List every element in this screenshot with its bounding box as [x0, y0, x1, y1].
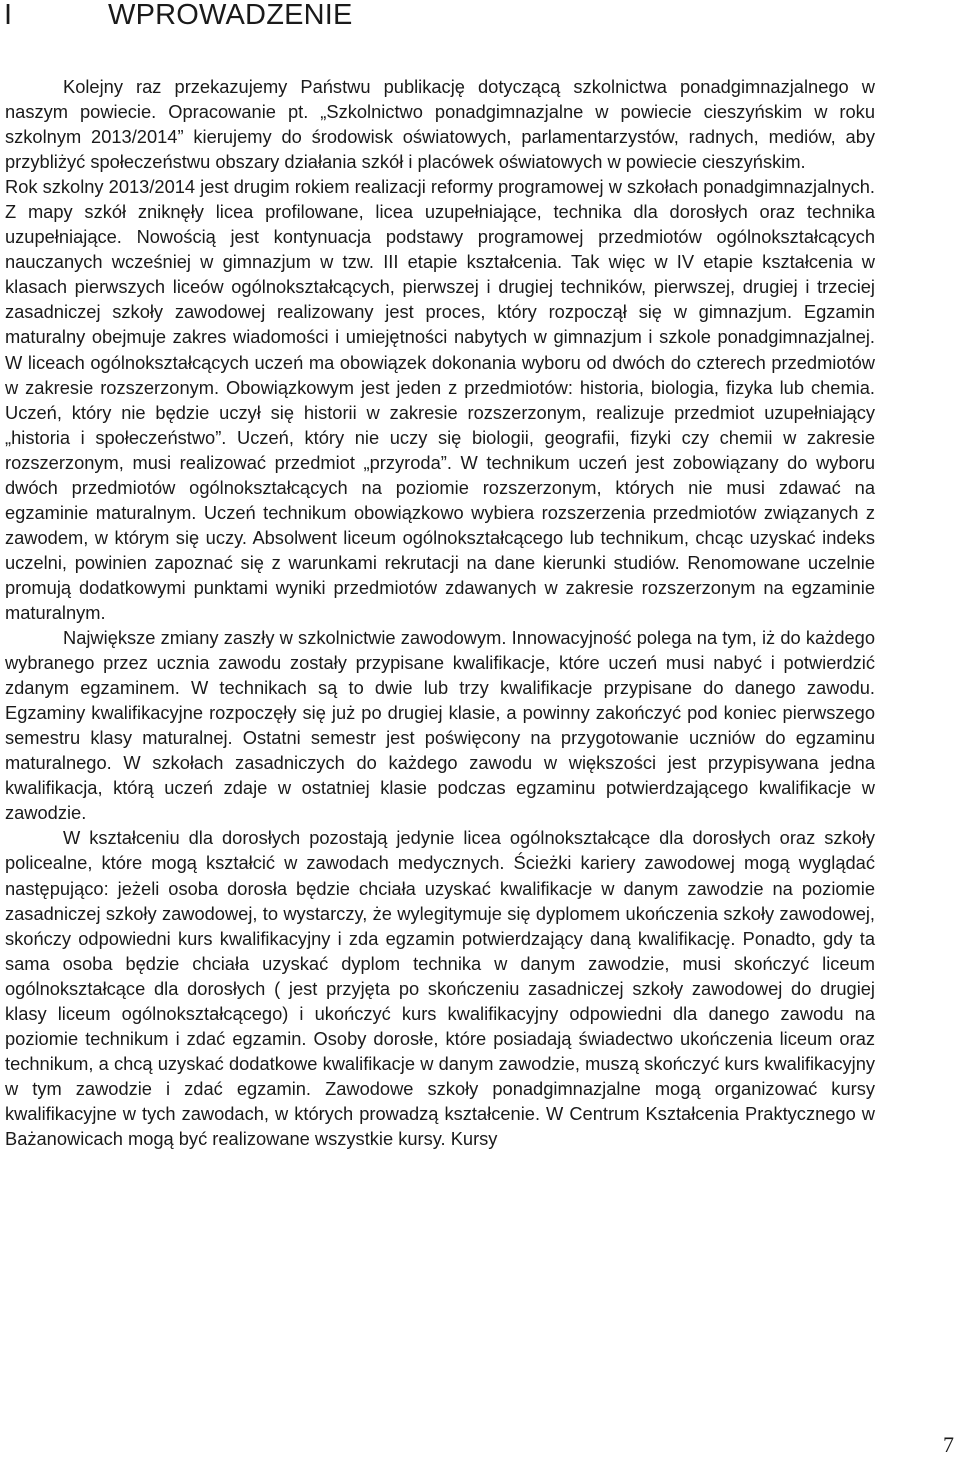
- chapter-number: I: [4, 0, 13, 31]
- chapter-heading: [4, 0, 353, 32]
- page-number: 7: [943, 1432, 954, 1457]
- paragraph-adult-education: W kształceniu dla dorosłych pozostają jedynie licea ogólnokształcące dla dorosłych oraz szkoły policealne, które mogą kształcić w zawodach medycznych. Ścieżki kariery zawodowej mogą wyglądać następująco: jeżeli osoba dorosła będzie chciała uzyskać kwalifikacje w danym zawodzie na poziomie zasadniczej szkoły zawodowej, to wystarczy, że wylegitymuje się dyplomem ukończenia szkoły zawodowej, skończy odpowiedni kurs kwalifikacyjny i zda egzamin potwierdzający daną kwalifikację. Ponadto, gdy ta sama osoba będzie chciała uzyskać dyplom technika w danym zawodzie, musi skończyć liceum ogólnokształcące dla dorosłych ( jest przyjęta po skończeniu zasadniczej szkoły zawodowej do drugiej klasy liceum ogólnokształcącego) i ukończyć kurs kwalifikacyjny odpowiedni dla danego zawodu na poziomie technikum i zdać egzamin. Osoby dorosłe, które posiadają świadectwo ukończenia liceum oraz technikum, a chcą uzyskać dodatkowe kwalifikacje w danym zawodzie, muszą skończyć kurs kwalifikacyjny w tym zawodzie i zdać egzamin. Zawodowe szkoły ponadgimnazjalne mogą organizować kursy kwalifikacyjne w tych zawodach, w których prowadzą kształcenie. W Centrum Kształcenia Praktycznego w Bażanowicach mogą być realizowane wszystkie kursy. Kursy: [5, 827, 875, 1149]
- chapter-title: WPROWADZENIE: [108, 0, 353, 31]
- paragraph-vocational: Największe zmiany zaszły w szkolnictwie zawodowym. Innowacyjność polega na tym, iż do każdego wybranego przez ucznia zawodu zostały przypisane kwalifikacje, które uczeń musi nabyć i potwierdzić zdanym egzaminem. W technikach są to dwie lub trzy kwalifikacje przypisane do danego zawodu. Egzaminy kwalifikacyjne rozpoczęły się już po drugiej klasie, a powinny zakończyć pod koniec pierwszego semestru klasy maturalnej. Ostatni semestr jest poświęcony na przygotowanie uczniów do egzaminu maturalnego. W szkołach zasadniczych do każdego zawodu w większości jest przypisywana jedna kwalifikacja, którą uczeń zdaje w ostatniej klasie podczas egzaminu potwierdzającego kwalifikacje w zawodzie.: [5, 627, 875, 824]
- paragraph-intro: Kolejny raz przekazujemy Państwu publikację dotyczącą szkolnictwa ponadgimnazjalnego w naszym powiecie. Opracowanie pt. „Szkolnictwo ponadgimnazjalne w powiecie cieszyńskim w roku szkolnym 2013/2014” kierujemy do środowisk oświatowych, parlamentarzystów, radnych, mediów, aby przybliżyć społeczeństwu obszary działania szkół i placówek oświatowych w powiecie cieszyńskim.: [5, 76, 875, 173]
- body-text: [5, 74, 875, 1151]
- paragraph-reform: Rok szkolny 2013/2014 jest drugim rokiem realizacji reformy programowej w szkołach ponadgimnazjalnych. Z mapy szkół zniknęły licea profilowane, licea uzupełniające, technika dla dorosłych oraz technika uzupełniające. Nowością jest kontynuacja podstawy programowej przedmiotów ogólnokształcących nauczanych wcześniej w gimnazjum w tzw. III etapie kształcenia. Tak więc w IV etapie kształcenia w klasach pierwszych liceów ogólnokształcących, pierwszej i drugiej techników, pierwszej, drugiej i trzeciej zasadniczej szkoły zawodowej realizowany jest proces, który rozpoczął się w gimnazjum. Egzamin maturalny obejmuje zakres wiadomości i umiejętności nabytych w gimnazjum i szkole ponadgimnazjalnej. W liceach ogólnokształcących uczeń ma obowiązek dokonania wyboru od dwóch do czterech przedmiotów w zakresie rozszerzonym. Obowiązkowym jest jeden z przedmiotów: historia, biologia, fizyka lub chemia. Uczeń, który nie będzie uczył się historii w zakresie rozszerzonym, realizuje przedmiot uzupełniający „historia i społeczeństwo”. Uczeń, który nie uczy się biologii, geografii, fizyki czy chemii w zakresie rozszerzonym, musi realizować przedmiot „przyroda”. W technikum uczeń jest zobowiązany do wyboru dwóch przedmiotów ogólnokształcących na poziomie rozszerzonym, których nie musi zdawać na egzaminie maturalnym. Uczeń technikum obowiązkowo wybiera rozszerzenia przedmiotów związanych z zawodem, w którym się uczy. Absolwent liceum ogólnokształcącego lub technikum, chcąc uzyskać indeks uczelni, powinien zapoznać się z warunkami rekrutacji na dane kierunki studiów. Renomowane uczelnie promują dodatkowymi punktami wyniki przedmiotów zdawanych w zakresie rozszerzonym na egzaminie maturalnym.: [5, 176, 875, 623]
